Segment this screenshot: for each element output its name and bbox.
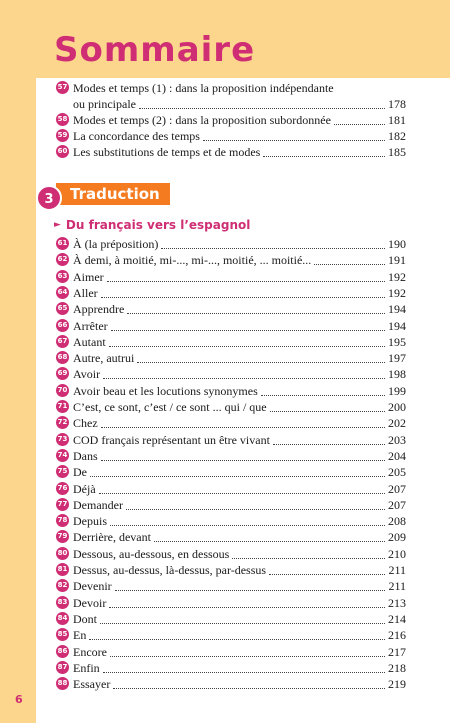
margin-band [0,0,36,723]
entry-page: 205 [388,465,406,480]
entry-label: Les substitutions de temps et de modes [73,145,261,159]
entry-label: Autre, autrui [73,351,135,366]
entry-number-badge: 88 [56,677,69,690]
dot-leader [109,345,385,347]
entry-label: À demi, à moitié, mi-..., mi-..., moitié, ... moitié... [73,253,312,268]
entry-page: 197 [388,351,406,366]
dot-leader [261,394,385,396]
toc-entry[interactable] [56,318,406,334]
entry-number-badge: 79 [56,530,69,543]
entry-number-badge: 61 [56,237,69,250]
entry-number-badge: 80 [56,547,69,560]
dot-leader [270,410,385,412]
subsection-title: Du français vers l’espagnol [65,218,251,232]
dot-leader [101,296,385,298]
entry-label: Modes et temps (2) : dans la proposition subordonnée [73,113,331,127]
toc-entry[interactable] [56,513,406,529]
toc-entry[interactable] [56,464,406,480]
entry-page: 213 [388,595,406,610]
entry-label: Autant [73,334,106,349]
entry-page: 185 [388,145,406,159]
entry-number-badge: 58 [56,113,69,126]
entry-page: 182 [388,129,406,143]
entry-page: 217 [388,644,406,659]
entry-number-badge: 60 [56,145,69,158]
entry-label: Enfin [73,660,100,675]
entry-page: 191 [388,253,406,268]
toc-entry[interactable] [56,80,406,112]
entry-number-badge: 73 [56,433,69,446]
entry-number-badge: 64 [56,286,69,299]
entry-label: Dessous, au-dessous, en dessous [73,546,230,561]
entry-number-badge: 70 [56,384,69,397]
entry-page: 211 [388,563,406,577]
toc-entry[interactable] [56,252,406,268]
toc-entry[interactable] [56,301,406,317]
entry-page: 194 [388,302,406,317]
entry-number-badge: 83 [56,596,69,609]
page-title: Sommaire [54,30,256,70]
entry-label: Dans [73,448,98,463]
toc-entry[interactable] [56,112,406,128]
entry-number-badge: 77 [56,498,69,511]
entry-page: 204 [388,448,406,463]
dot-leader [109,606,385,608]
section-number-badge: 3 [36,185,62,211]
toc-entry[interactable] [56,269,406,285]
dot-leader [101,426,385,428]
entry-page: 207 [388,481,406,496]
entry-label: Aimer [73,269,104,284]
entry-page: 218 [388,660,406,675]
dot-leader [232,557,385,559]
entry-page: 211 [388,579,406,594]
entry-label: Dont [73,611,97,626]
entry-number-badge: 57 [56,81,69,94]
entry-page: 203 [388,432,406,447]
dot-leader [334,123,385,125]
entry-label: Déjà [73,481,96,496]
entry-number-badge: 72 [56,416,69,429]
entry-number-badge: 75 [56,465,69,478]
dot-leader [115,589,386,591]
toc-entry[interactable] [56,660,406,676]
toc-entry[interactable] [56,415,406,431]
dot-leader [139,107,385,109]
entry-label: Demander [73,497,123,512]
entry-page: 210 [388,546,406,561]
dot-leader [137,361,385,363]
entry-page: 198 [388,367,406,382]
dot-leader [263,155,385,157]
entry-page: 190 [388,237,406,251]
dot-leader [101,459,385,461]
entry-label: Arrêter [73,318,108,333]
entry-label: COD français représentant un être vivant [73,432,270,447]
entry-label: Dessus, au-dessus, là-dessus, par-dessus [73,563,267,577]
entry-page: 219 [388,677,406,692]
entry-number-badge: 87 [56,661,69,674]
toc-entry[interactable] [56,562,406,578]
entry-label: Apprendre [73,302,125,317]
toc-entry[interactable] [56,546,406,562]
entry-page: 216 [388,628,406,643]
entry-label: Derrière, devant [73,530,151,545]
entry-page: 194 [388,318,406,333]
dot-leader [99,492,385,494]
entry-page: 214 [388,611,406,626]
entry-label: Essayer [73,677,111,692]
dot-leader [126,508,385,510]
entry-number-badge: 86 [56,645,69,658]
section-header [36,186,170,210]
dot-leader [100,622,385,624]
toc-entry[interactable] [56,144,406,160]
entry-page: 199 [388,383,406,398]
page-number: 6 [15,693,23,706]
toc-entry[interactable] [56,578,406,594]
dot-leader [110,655,385,657]
entry-label: Chez [73,416,98,431]
entry-number-badge: 63 [56,270,69,283]
entry-page: 195 [388,334,406,349]
toc-entry[interactable] [56,644,406,660]
dot-leader [127,312,385,314]
entry-label: C’est, ce sont, c’est / ce sont ... qui / que [73,400,267,414]
entry-label-continued: ou principale [73,97,136,111]
entry-page: 208 [388,514,406,529]
entry-number-badge: 74 [56,449,69,462]
entry-label: La concordance des temps [73,129,200,143]
toc-entry[interactable] [56,399,406,415]
dot-leader [103,377,385,379]
dot-leader [273,443,385,445]
entry-page: 209 [388,530,406,545]
dot-leader [111,329,385,331]
dot-leader [154,540,385,542]
entry-label: Devenir [73,579,112,594]
dot-leader [269,573,385,575]
entry-number-badge: 68 [56,351,69,364]
entry-label: Avoir [73,367,101,382]
entry-label: Encore [73,644,107,659]
dot-leader [103,671,385,673]
dot-leader [113,687,385,689]
dot-leader [161,247,385,249]
entry-number-badge: 59 [56,129,69,142]
entry-label: Depuis [73,514,107,529]
toc-entry[interactable] [56,595,406,611]
entry-label: À (la préposition) [73,237,159,251]
toc-entry[interactable] [56,285,406,301]
dot-leader [90,475,385,477]
entry-number-badge: 69 [56,367,69,380]
entry-label: En [73,628,87,643]
toc-entry[interactable] [56,497,406,513]
entry-label: Modes et temps (1) : dans la proposition indépendante [73,81,334,95]
entry-number-badge: 62 [56,253,69,266]
toc-entry[interactable] [56,350,406,366]
entry-number-badge: 78 [56,514,69,527]
entry-page: 192 [388,269,406,284]
dot-leader [314,263,385,265]
entry-page: 178 [388,97,406,111]
entry-page: 200 [388,400,406,414]
entry-label: Devoir [73,595,107,610]
entry-page: 181 [388,113,406,127]
toc-entry[interactable] [56,611,406,627]
entry-label: Aller [73,285,98,300]
entry-label: Avoir beau et les locutions synonymes [73,383,258,398]
entry-number-badge: 66 [56,319,69,332]
entry-page: 202 [388,416,406,431]
toc-entry[interactable] [56,236,406,252]
entry-number-badge: 84 [56,612,69,625]
entry-number-badge: 81 [56,563,69,576]
entry-number-badge: 82 [56,579,69,592]
dot-leader [110,524,385,526]
subsection-heading [54,218,250,232]
dot-leader [107,280,385,282]
entry-label: De [73,465,87,480]
toc-entry[interactable] [56,481,406,497]
toc-entry[interactable] [56,334,406,350]
entry-number-badge: 71 [56,400,69,413]
toc-entry[interactable] [56,128,406,144]
toc-entry[interactable] [56,448,406,464]
toc-entry[interactable] [56,432,406,448]
triangle-arrow-icon: ► [54,220,61,230]
toc-entry[interactable] [56,529,406,545]
entry-number-badge: 76 [56,482,69,495]
entry-number-badge: 85 [56,628,69,641]
entry-page: 207 [388,497,406,512]
dot-leader [89,638,385,640]
section-title: Traduction [56,183,170,205]
toc-entry[interactable] [56,676,406,692]
toc-entry[interactable] [56,366,406,382]
entry-page: 192 [388,285,406,300]
dot-leader [203,139,385,141]
toc-entry[interactable] [56,627,406,643]
toc-entry[interactable] [56,383,406,399]
entry-number-badge: 65 [56,302,69,315]
entry-number-badge: 67 [56,335,69,348]
